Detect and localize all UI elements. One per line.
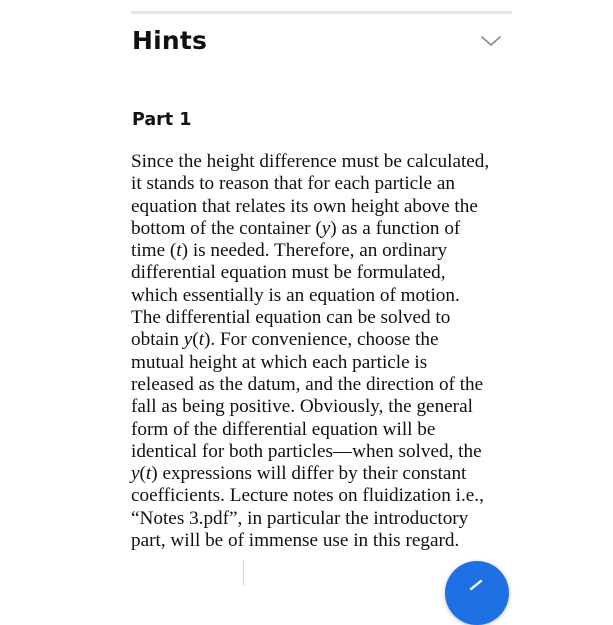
text-segment: ). For convenience, choose the: [204, 329, 439, 351]
text-segment: released as the datum, and the direction of the: [131, 373, 484, 395]
hint-text-line: [131, 173, 455, 194]
arrow-icon: [467, 577, 489, 591]
text-segment: part, will be of immense use in this regard.: [131, 530, 460, 552]
text-segment: ) expressions will differ by their constant: [151, 463, 467, 485]
text-segment: fall as being positive. Obviously, the general: [131, 396, 473, 418]
text-segment: which essentially is an equation of motion.: [131, 284, 460, 306]
text-segment: ) is needed. Therefore, an ordinary: [181, 240, 448, 262]
text-segment: equation that relates its own height above the: [131, 195, 478, 217]
hint-text-line: [131, 419, 435, 440]
part-heading: Part 1: [132, 110, 192, 130]
text-segment: bottom of the container (: [131, 217, 322, 239]
hint-text-line: [131, 441, 482, 462]
math-variable: t: [176, 240, 182, 262]
floating-action-button[interactable]: [445, 561, 509, 625]
hint-text-line: [131, 262, 446, 283]
hint-text-line: [131, 240, 447, 261]
math-variable: y: [131, 463, 140, 485]
hint-text-line: [131, 485, 484, 506]
hint-text-line: [131, 218, 460, 239]
text-segment: (: [192, 329, 199, 351]
top-divider: [131, 11, 512, 14]
text-segment: (: [139, 463, 146, 485]
text-segment: The differential equation can be solved to: [131, 307, 451, 329]
hint-text-line: [131, 463, 466, 484]
hint-text-line: [131, 196, 478, 217]
hint-body-text: [131, 151, 517, 552]
text-segment: identical for both particles—when solved, the: [131, 440, 482, 462]
hint-text-line: [131, 374, 483, 395]
text-segment: form of the differential equation will be: [131, 418, 436, 440]
text-segment: differential equation must be formulated,: [131, 262, 446, 284]
text-segment: coefficients. Lecture notes on fluidization i.e.,: [131, 485, 484, 507]
hint-text-line: [131, 530, 459, 551]
text-segment: Since the height difference must be calculated,: [131, 151, 490, 172]
text-segment: time (: [131, 240, 177, 262]
hints-title: Hints: [132, 26, 208, 55]
hint-text-line: [131, 307, 450, 328]
hint-text-line: [131, 508, 468, 529]
math-variable: y: [183, 329, 193, 351]
hint-text-line: [131, 396, 473, 417]
text-segment: mutual height at which each particle is: [131, 351, 428, 373]
text-segment: it stands to reason that for each particle an: [131, 173, 455, 195]
hint-text-line: [131, 285, 460, 306]
hint-text-line: [131, 329, 438, 350]
text-segment: “Notes 3.pdf”, in particular the introductory: [131, 507, 469, 529]
hint-text-line: [131, 352, 427, 373]
text-segment: obtain: [131, 329, 184, 351]
chevron-down-icon[interactable]: [480, 34, 502, 48]
hints-accordion-header[interactable]: [131, 24, 512, 64]
text-segment: ) as a function of: [330, 217, 461, 239]
math-variable: t: [198, 329, 205, 351]
vertical-divider: [243, 560, 244, 586]
hint-text-line: [131, 151, 489, 172]
math-variable: t: [145, 463, 152, 485]
math-variable: y: [321, 217, 331, 239]
